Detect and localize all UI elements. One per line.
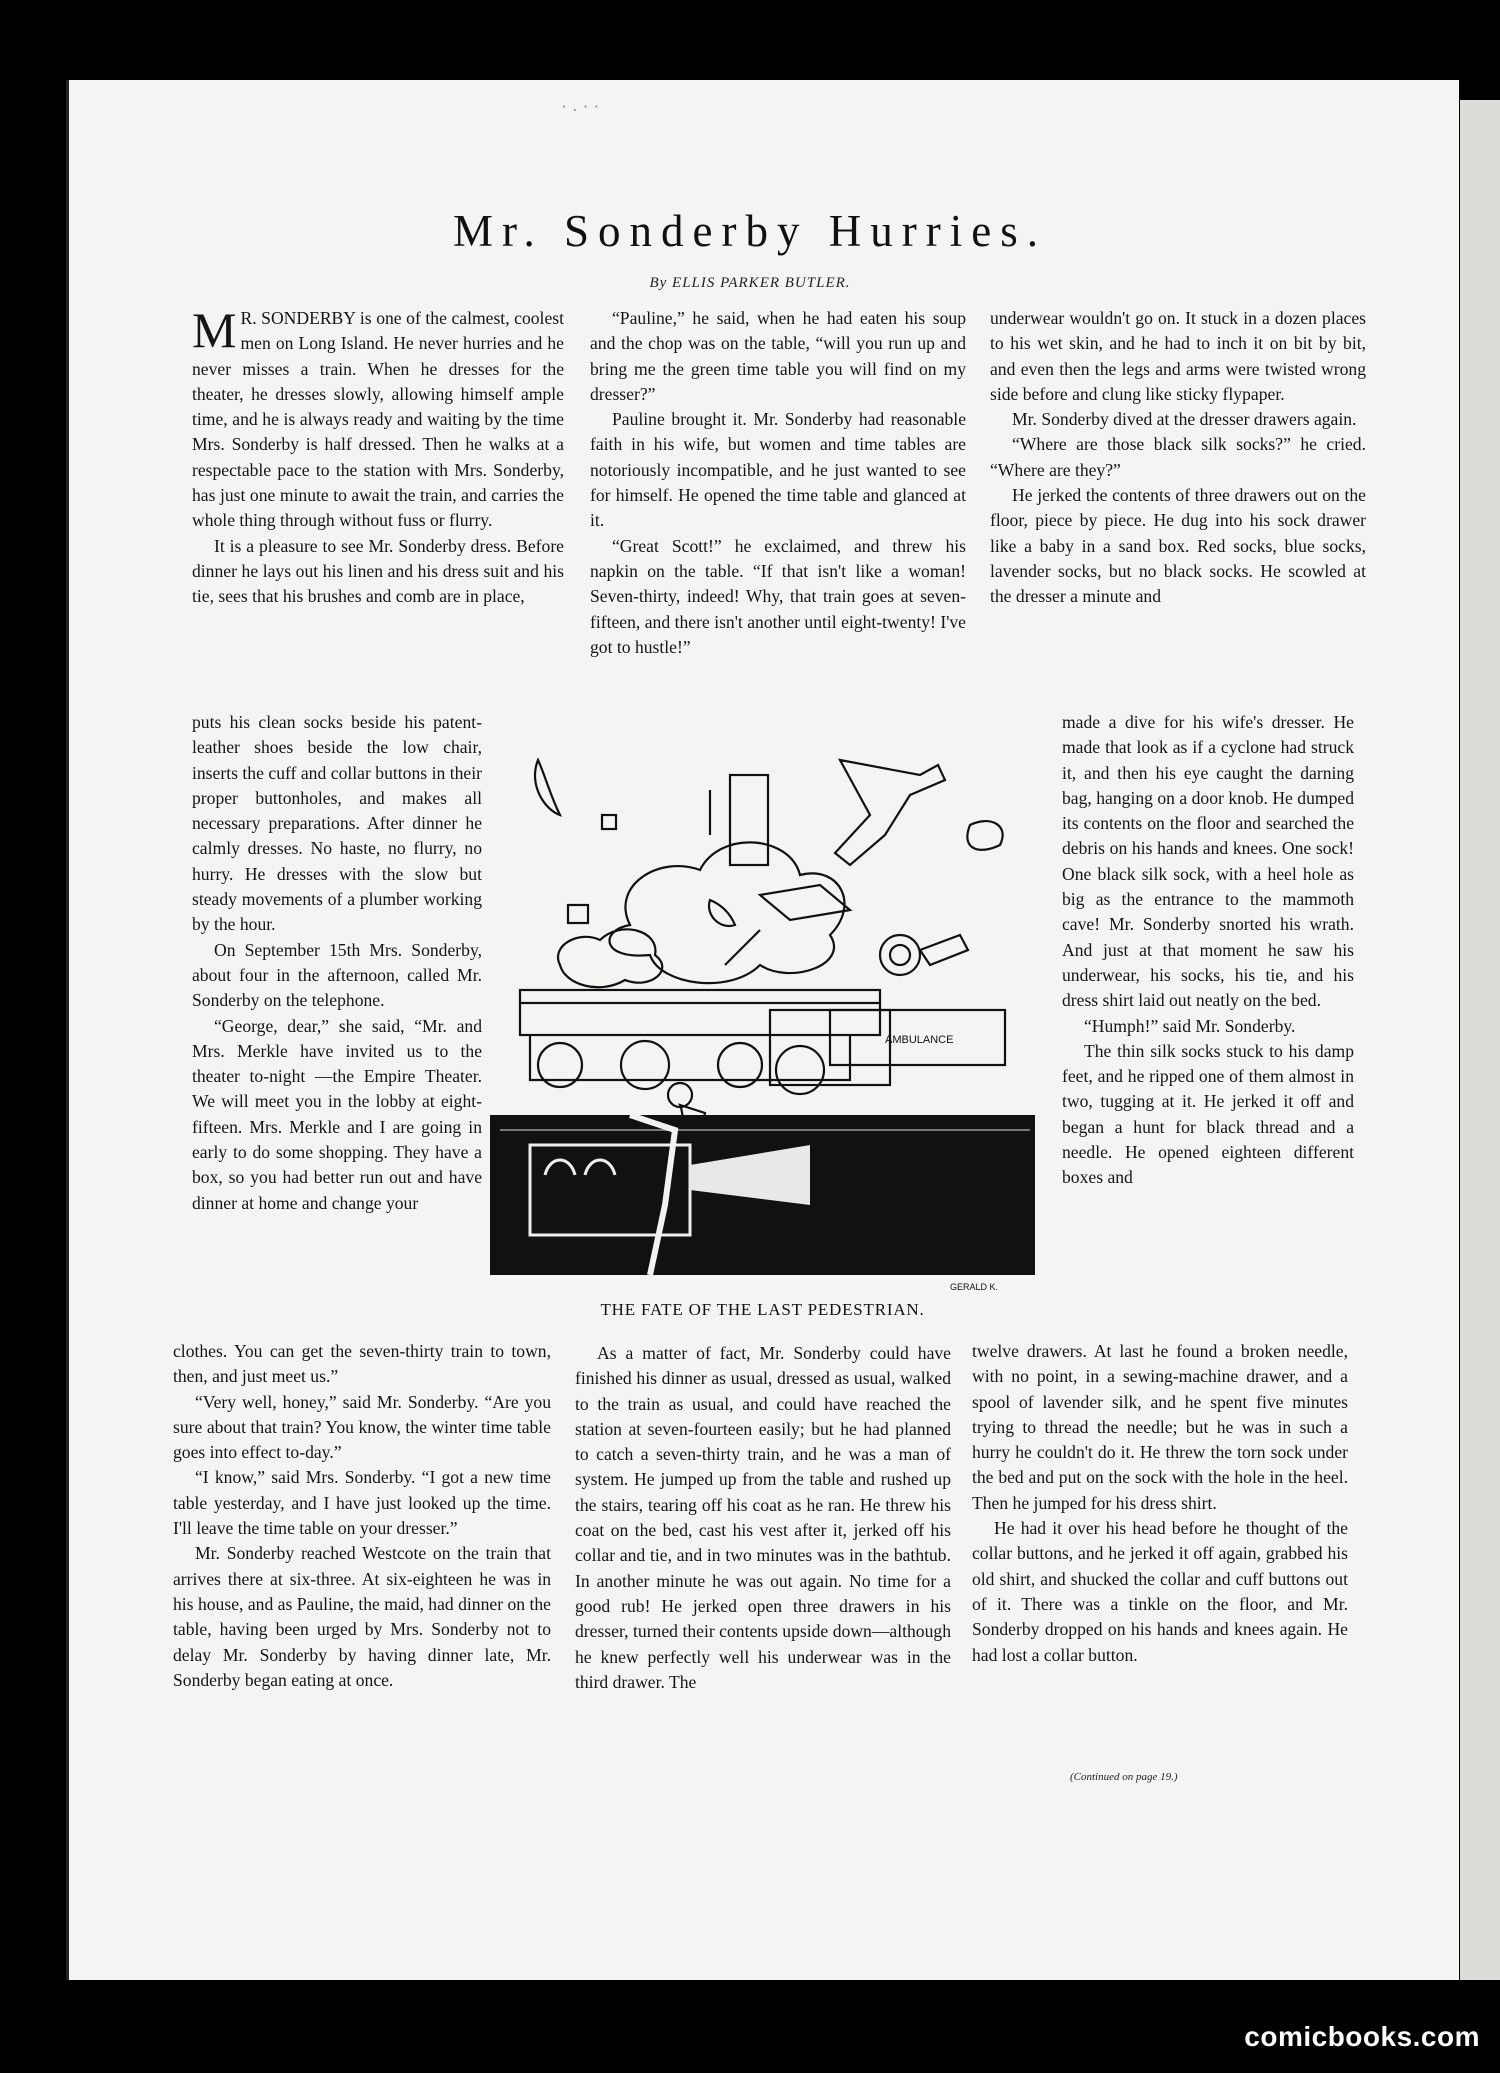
paragraph	[192, 302, 564, 534]
column-2-bottom	[575, 1341, 951, 1695]
column-3-top	[990, 306, 1366, 610]
paragraph-text: R. SONDERBY is one of the calmest, coolest men on Long Island. He never hurries and he never misses a train. When he dresses for the theater, he dresses slowly, allowing himself ample time, and he is always ready and waiting by the time Mrs. Sonderby is half dressed. Then he walks at a respectable pace to the station with Mrs. Sonderby, has just one minute to await the train, and carries the whole thing through without fuss or flurry.	[192, 308, 564, 531]
paragraph: underwear wouldn't go on. It stuck in a dozen places to his wet skin, and he had to inch it on bit by bit, and even then the legs and arms were twisted wrong side before and clung like sticky flypaper.	[990, 308, 1366, 404]
column-1-bottom	[173, 1339, 551, 1693]
paragraph: “I know,” said Mrs. Sonderby. “I got a new time table yesterday, and I have just looked up the time. I'll leave the time table on your dresser.”	[173, 1467, 551, 1539]
ambulance-label: AMBULANCE	[885, 1034, 954, 1046]
illustrator-signature: GERALD K.	[950, 1282, 999, 1292]
article-byline: By ELLIS PARKER BUTLER.	[649, 275, 851, 291]
paragraph: “Where are those black silk socks?” he cried. “Where are they?”	[990, 434, 1366, 480]
paragraph: “George, dear,” she said, “Mr. and Mrs. Merkle have invited us to the theater to-night —the Empire Theater. We will meet you in the lobby at eight-fifteen. Mrs. Merkle and I are going in early to do some shopping. They have a box, so you had better run out and have dinner at home and change your	[192, 1015, 482, 1213]
paragraph: It is a pleasure to see Mr. Sonderby dress. Before dinner he lays out his linen and his dress suit and his tie, sees that his brushes and comb are in place,	[192, 535, 564, 607]
column-3-bottom	[972, 1339, 1348, 1668]
drop-cap: M	[192, 302, 237, 358]
paragraph: The thin silk socks stuck to his damp feet, and he ripped one of them almost in two, tugging at it. He jerked it off and began a hunt for black thread and a needle. He opened eighteen different boxes and	[1062, 1040, 1354, 1188]
paragraph: Pauline brought it. Mr. Sonderby had reasonable faith in his wife, but women and time tables are notoriously incompatible, and he just wanted to see for himself. He opened the time table and glanced at it.	[590, 409, 966, 531]
paragraph: Mr. Sonderby reached Westcote on the train that arrives there at six-three. At six-eighteen he was in his house, and as Pauline, the maid, had dinner on the table, having been urged by Mrs. Sonderby not to delay Mr. Sonderby by having dinner late, Mr. Sonderby began eating at once.	[173, 1543, 551, 1690]
illustration-caption: THE FATE OF THE LAST PEDESTRIAN.	[600, 1300, 925, 1319]
paragraph: On September 15th Mrs. Sonderby, about four in the afternoon, called Mr. Sonderby on the telephone.	[192, 939, 482, 1011]
facing-page-edge	[1460, 100, 1500, 1980]
paragraph: “Pauline,” he said, when he had eaten his soup and the chop was on the table, “will you run up and bring me the green time table you will find on my dresser?”	[590, 308, 966, 404]
paragraph: He had it over his head before he thought of the collar buttons, and he jerked it off again, grabbed his old shirt, and shucked the collar and cuff buttons out of it. There was a tinkle on the floor, and Mr. Sonderby dropped on his hands and knees again. He had lost a collar button.	[972, 1518, 1348, 1665]
paragraph: “Very well, honey,” said Mr. Sonderby. “Are you sure about that train? You know, the winter time table goes into effect to-day.”	[173, 1391, 551, 1463]
paragraph: As a matter of fact, Mr. Sonderby could have finished his dinner as usual, dressed as usual, walked to the train as usual, and could have reached the station at seven-fourteen easily; but he had planned to catch a seven-thirty train, and he was a man of system. He jumped up from the table and rushed up the stairs, tearing off his coat as he ran. He threw his coat on the bed, cast his vest after it, jerked off his collar and tie, and in two minutes was in the bathtub. In another minute he was out again. No time for a good rub! He jerked open three drawers in his dresser, turned their contents upside down—although he knew perfectly well his underwear was in the third drawer. The	[575, 1343, 951, 1692]
cartoon-illustration	[490, 735, 1035, 1295]
column-1-middle	[192, 710, 482, 1216]
paragraph: He jerked the contents of three drawers out on the floor, piece by piece. He dug into his sock drawer like a baby in a sand box. Red socks, blue socks, lavender socks, but no black socks. He scowled at the dresser a minute and	[990, 485, 1366, 607]
column-2-top	[590, 306, 966, 660]
page-marks: ·.··	[560, 100, 604, 115]
paragraph: Mr. Sonderby dived at the dresser drawers again.	[1012, 409, 1357, 430]
column-1-top	[192, 302, 564, 610]
continued-note: (Continued on page 19.)	[1070, 1771, 1178, 1783]
paragraph: “Great Scott!” he exclaimed, and threw his napkin on the table. “If that isn't like a woman! Seven-thirty, indeed! Why, that train goes at seven-fifteen, and there isn't another until eight-twenty! I've got to hustle!”	[590, 535, 966, 657]
paragraph: “Humph!” said Mr. Sonderby.	[1084, 1015, 1296, 1036]
paragraph: puts his clean socks beside his patent-leather shoes beside the low chair, inserts the cuff and collar buttons in their proper buttonholes, and makes all necessary preparations. After dinner he calmly dresses. No haste, no flurry, no hurry. He dresses with the slow but steady movements of a plumber working by the hour.	[192, 712, 482, 935]
article-title: Mr. Sonderby Hurries.	[453, 206, 1047, 256]
paragraph: twelve drawers. At last he found a broken needle, with no point, in a sewing-machine drawer, and a spool of lavender silk, and he spent five minutes trying to thread the needle; but he was in such a hurry he couldn't do it. He threw the torn sock under the bed and put on the sock with the hole in the heel. Then he jumped for his dress shirt.	[972, 1341, 1348, 1513]
paragraph: made a dive for his wife's dresser. He made that look as if a cyclone had struck it, and then his eye caught the darning bag, hanging on a door knob. He dumped its contents on the floor and searched the debris on his hands and knees. One sock! One black silk sock, with a heel hole as big as the entrance to the mammoth cave! Mr. Sonderby snorted his wrath. And just at that moment he saw his underwear, his socks, his tie, and his dress shirt laid out neatly on the bed.	[1062, 712, 1354, 1011]
paragraph: clothes. You can get the seven-thirty train to town, then, and just meet us.”	[173, 1341, 551, 1387]
watermark: comicbooks.com	[1244, 2021, 1480, 2052]
column-3-middle	[1062, 710, 1354, 1191]
